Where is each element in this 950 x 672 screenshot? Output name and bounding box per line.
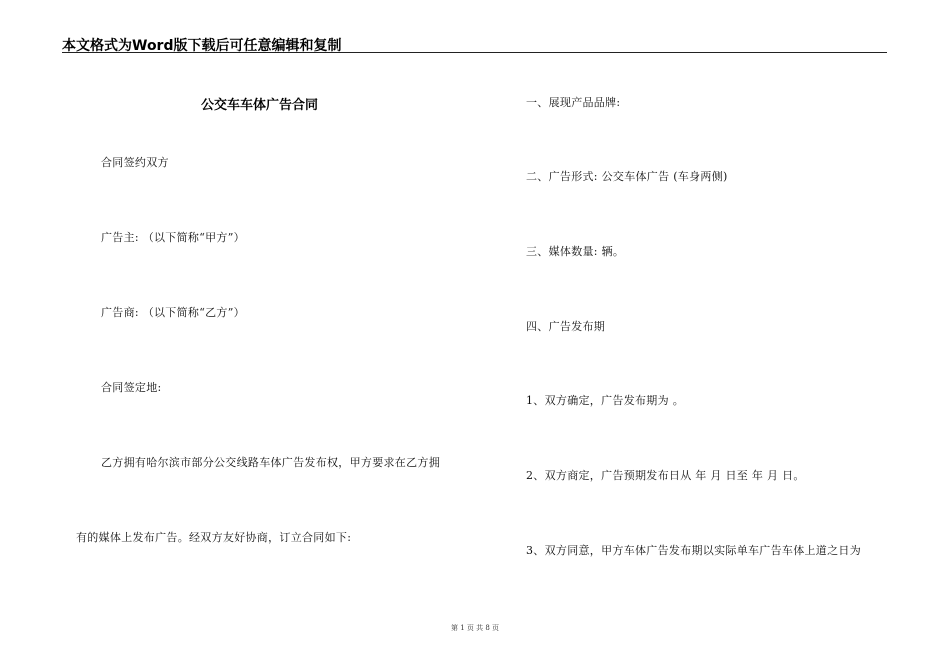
right-clause-1: 一、展现产品品牌: <box>526 96 621 109</box>
document-title: 公交车车体广告合同 <box>201 98 319 113</box>
header-banner: 本文格式为Word版下载后可任意编辑和复制 <box>62 38 342 54</box>
left-paragraph-signing-place: 合同签定地: <box>101 381 162 394</box>
left-paragraph-intro-line2: 有的媒体上发布广告。经双方友好协商，订立合同如下: <box>76 531 352 544</box>
right-clause-4: 四、广告发布期 <box>526 320 606 333</box>
page-number-footer: 第 1 页 共 8 页 <box>450 624 500 632</box>
left-paragraph-intro-line1: 乙方拥有哈尔滨市部分公交线路车体广告发布权，甲方要求在乙方拥 <box>101 456 440 469</box>
right-clause-3: 三、媒体数量: 辆。 <box>526 245 625 258</box>
right-subclause-1: 1、双方确定，广告发布期为 。 <box>526 394 684 407</box>
left-paragraph-agency: 广告商: （以下简称“乙方”） <box>101 306 245 319</box>
right-subclause-3: 3、双方同意，甲方车体广告发布期以实际单车广告车体上道之日为 <box>526 544 861 557</box>
header-divider <box>62 52 887 53</box>
left-paragraph-parties: 合同签约双方 <box>101 156 169 169</box>
right-clause-2: 二、广告形式: 公交车体广告 (车身两侧) <box>526 170 728 183</box>
right-subclause-2: 2、双方商定，广告预期发布日从 年 月 日至 年 月 日。 <box>526 469 805 482</box>
left-paragraph-advertiser: 广告主: （以下简称“甲方”） <box>101 231 245 244</box>
